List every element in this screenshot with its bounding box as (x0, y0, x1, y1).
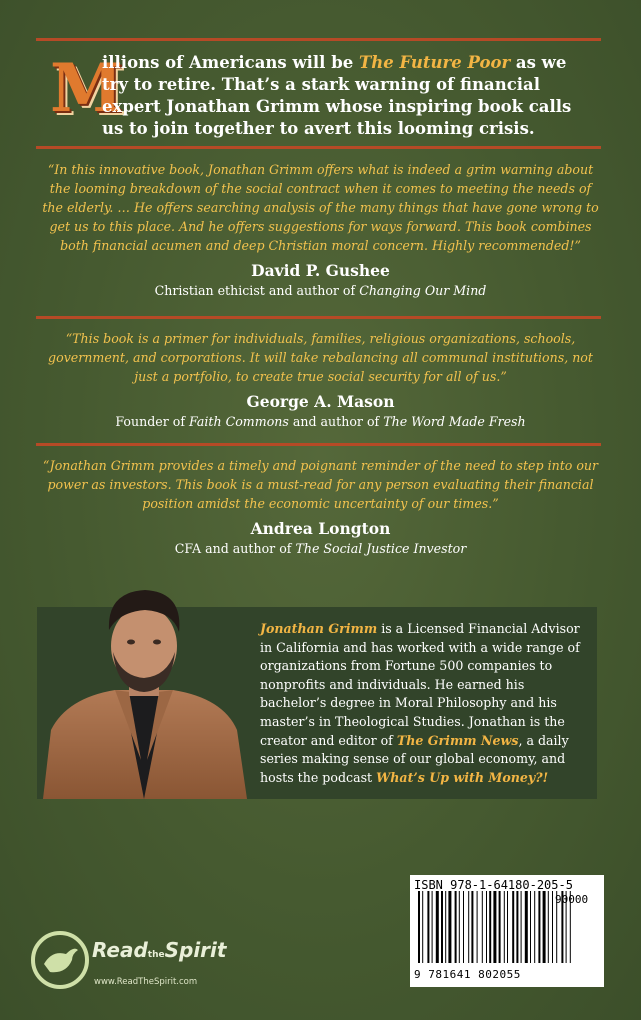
isbn-label: ISBN 978-1-64180-205-5 (414, 878, 573, 892)
endorsement-credit (40, 541, 601, 556)
publisher-name (92, 938, 226, 962)
credit-text: CFA and author of (174, 541, 296, 556)
dove-icon (30, 928, 90, 992)
endorsement-quote: “In this innovative book, Jonathan Grimm offers what is indeed a grim warning about the looming breakdown of the social contract when it comes to meeting the needs of the elderly. … He offers searching analysis of the many things that have gone wrong to get us to this place. And he offers suggestions for ways forward. This book combines both financial acumen and deep Christian moral concern. Highly recommended!” (42, 162, 599, 253)
publisher-name-part: Read (92, 938, 148, 962)
credit-text: Christian ethicist and author of (154, 283, 360, 298)
publisher-url: www.ReadTheSpirit.com (94, 977, 198, 987)
divider-3 (36, 443, 601, 446)
credit-book-title: The Social Justice Investor (295, 541, 467, 556)
endorsement-author: George A. Mason (246, 392, 395, 411)
credit-text: and author of (288, 414, 384, 429)
bio-text: is a Licensed Financial Advisor in California and has worked with a wide range of organizations from Fortune 500 companies to nonprofits and individuals. He earned his bachelor’s degree in Moral Philosophy and his master’s in Theological Studies. Jonathan is the creator and editor of (260, 621, 580, 748)
divider-2 (36, 316, 601, 319)
bio-text: , a daily series making sense of our global economy, and hosts the podcast (260, 732, 569, 785)
lead-paragraph (50, 49, 590, 140)
publisher-name-part: Spirit (164, 938, 227, 962)
credit-text: Founder of (115, 414, 189, 429)
endorsement-author: Andrea Longton (250, 519, 391, 538)
lead-text-1: illions of Americans will be (102, 53, 359, 72)
podcast-title: What’s Up with Money?! (376, 769, 549, 785)
lead-text-2: as we try to retire. That’s a stark warning of financial expert Jonathan Grimm whose inspiring book calls us to join together to avert this looming crisis. (102, 53, 572, 138)
endorsement-2 (40, 329, 601, 429)
credit-book-title: The Word Made Fresh (383, 414, 526, 429)
endorsement-quote: “This book is a primer for individuals, families, religious organizations, schools, government, and corporations. It will take rebalancing all communal institutions, not just a portfolio, to create true social security for all of us.” (48, 331, 593, 384)
book-title: The Future Poor (358, 53, 511, 72)
endorsement-1 (40, 160, 601, 298)
credit-org: Faith Commons (189, 414, 289, 429)
barcode-digits: 9 781641 802055 (414, 968, 521, 981)
endorsement-3 (40, 456, 601, 556)
publisher-name-part: the (147, 950, 165, 960)
endorsement-credit (40, 283, 601, 298)
endorsement-author: David P. Gushee (251, 261, 390, 280)
divider-top (36, 38, 601, 41)
divider-1 (36, 146, 601, 149)
newsletter-title: The Grimm News (396, 732, 519, 748)
endorsement-credit (40, 414, 601, 429)
author-bio (260, 620, 590, 787)
author-photo (37, 580, 251, 799)
credit-book-title: Changing Our Mind (359, 283, 487, 298)
dropcap-letter: M (50, 49, 124, 127)
author-name: Jonathan Grimm (260, 621, 378, 636)
price-code: 90000 (555, 893, 589, 906)
endorsement-quote: “Jonathan Grimm provides a timely and poignant reminder of the need to step into our power as investors. This book is a must-read for any person evaluating their financial position amidst the economic uncertainty of our times.” (42, 458, 599, 511)
